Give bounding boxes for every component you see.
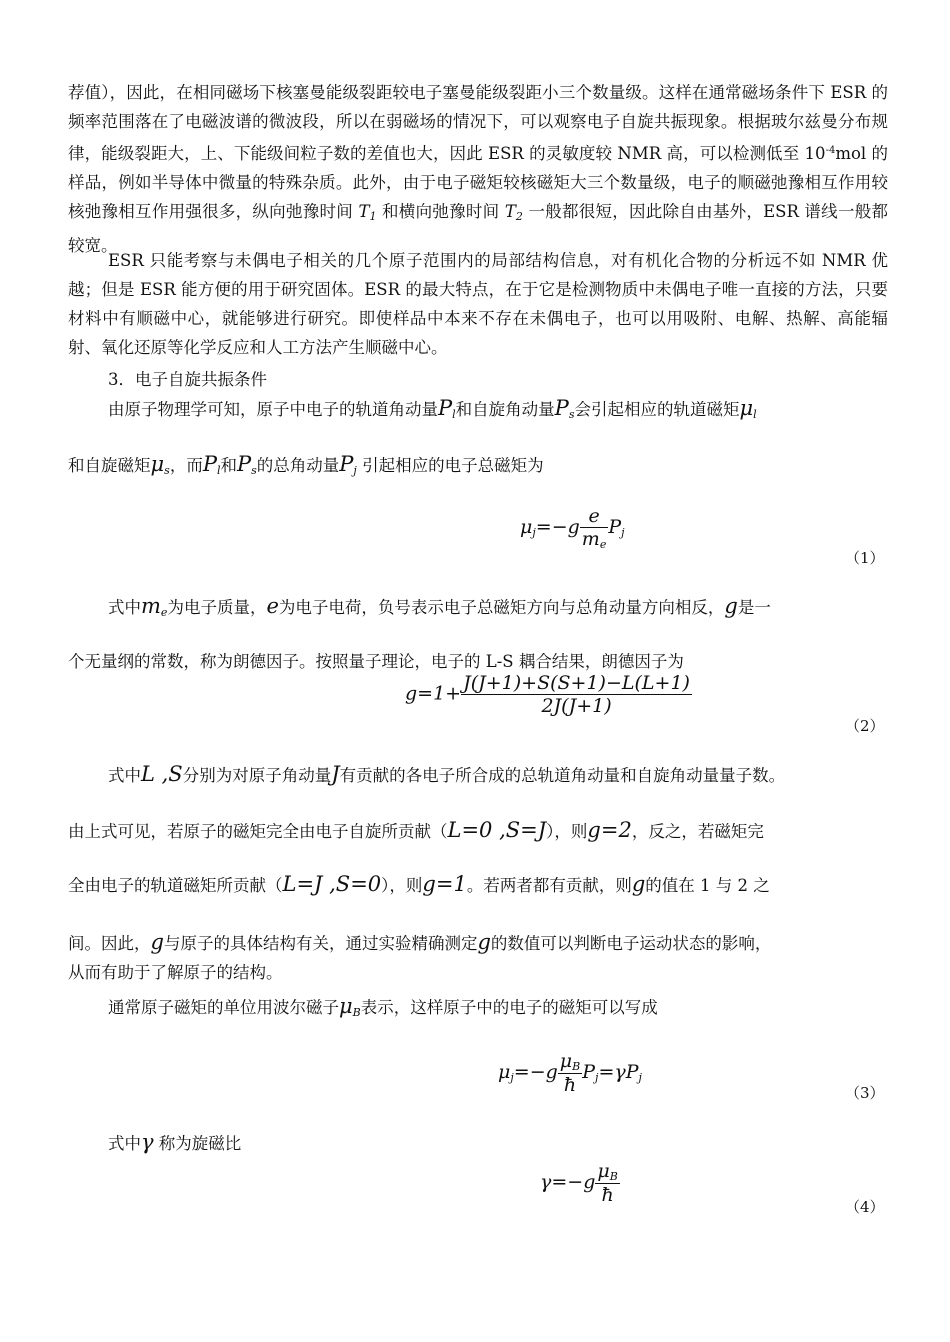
text-line-lande: 个无量纲的常数，称为朗德因子。按照量子理论，电子的 L-S 耦合结果，朗德因子为 <box>68 652 684 671</box>
equation-number-2: （2） <box>845 717 885 735</box>
text-line-bohr-magneton: 通常原子磁矩的单位用波尔磁子$\mu_B$表示，这样原子中的电子的磁矩可以写成 <box>108 994 658 1019</box>
text-line-quantum-numbers: 式中L ,S分别为对原子角动量J有贡献的各电子所合成的总轨道角动量和自旋角动量量子数。 <box>108 762 786 786</box>
equation-1: $\mu_j=-g$ $\frac{e}{m_e}$ $P_j$ <box>520 505 625 551</box>
text-line-orbital-case: 全由电子的轨道磁矩所贡献（L=J ,S=0），则g=1。若两者都有贡献，则g的值在 1 与 2 之 <box>68 872 770 896</box>
paragraph-esr-features: ESR 只能考察与未偶电子相关的几个原子范围内的局部结构信息，对有机化合物的分析远不如 NMR 优越；但是 ESR 能方便的用于研究固体。ESR 的最大特点，在于它是检测物质中未偶电子唯一直接的方法，只要材料中有顺磁中心，就能够进行研究。即使样品中本来不存在未偶电子，也可以用吸附、电解、热解、高能辐射、氧化还原等化学反应和人工方法产生顺磁中心。 <box>68 251 888 357</box>
paragraph-esr-sensitivity: 荐值），因此，在相同磁场下核塞曼能级裂距较电子塞曼能级裂距小三个数量级。这样在通常磁场条件下 ESR 的频率范围落在了电磁波谱的微波段，所以在弱磁场的情况下，可以观察电子自旋共振现象。根据玻尔兹曼分布规律，能级裂距大，上、下能级间粒子数的差值也大，因此 ESR 的灵敏度较 NMR 高，可以检测低至 $10^{-4}mol$ 的样品，例如半导体中微量的特殊杂质。此外，由于电子磁矩较核磁矩大三个数量级，电子的顺磁弛豫相互作用较核弛豫相互作用强很多，纵向弛豫时间 $T_1$ 和横向弛豫时间 $T_2$ 一般都很短，因此除自由基外，ESR 谱线一般都较宽。 <box>68 83 889 255</box>
section-heading: 3．电子自旋共振条件 <box>108 370 267 389</box>
text-line-structure: 间。因此，g与原子的具体结构有关，通过实验精确测定g的数值可以判断电子运动状态的影响， <box>68 930 772 954</box>
text-line-symbols: 式中$m_e$为电子质量，e为电子电荷，负号表示电子总磁矩方向与总角动量方向相反，g是一 <box>108 594 771 619</box>
text-line-conclusion: 从而有助于了解原子的结构。 <box>68 963 283 982</box>
text-line-angular-momentum: 由原子物理学可知，原子中电子的轨道角动量$P_l$和自旋角动量$P_s$会引起相应的轨道磁矩$\mu_l$ <box>108 396 757 421</box>
equation-2: g=1+ $\frac{J(J+1)+S(S+1)-L(L+1)}{2J(J+1)}$ <box>405 672 690 717</box>
equation-number-4: （4） <box>845 1198 885 1216</box>
equation-3: $\mu_j=-g$ $\frac{\mu_B}{ħ}$ $P_j=\gamma P_j$ <box>498 1050 642 1096</box>
text-line-gyromagnetic: 式中γ 称为旋磁比 <box>108 1130 242 1154</box>
text-line-total-moment: 和自旋磁矩$\mu_s$，而$P_l$和$P_s$的总角动量$P_j$ 引起相应的电子总磁矩为 <box>68 452 544 477</box>
equation-4: γ=−g $\frac{\mu_B}{ħ}$ <box>540 1160 618 1206</box>
equation-number-1: （1） <box>845 549 885 567</box>
text-line-spin-case: 由上式可见，若原子的磁矩完全由电子自旋所贡献（L=0 ,S=J），则g=2，反之，若磁矩完 <box>68 818 764 842</box>
equation-number-3: （3） <box>845 1084 885 1102</box>
